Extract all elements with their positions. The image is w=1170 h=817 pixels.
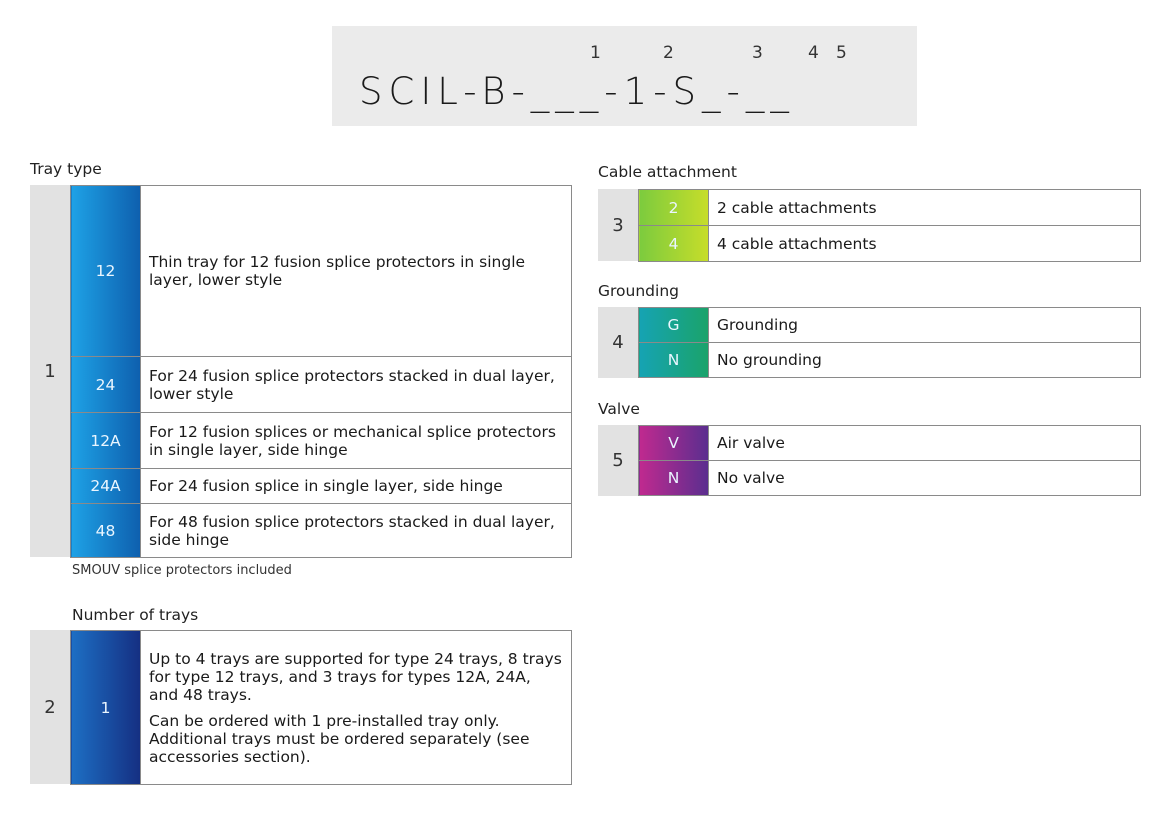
grounding-code-cell: G: [639, 308, 709, 343]
valve-code-cell: N: [639, 461, 709, 496]
part-number-box: [332, 26, 917, 126]
table-row: [71, 186, 572, 357]
grounding-table: [638, 307, 1141, 378]
tray-desc-cell: Thin tray for 12 fusion splice protectors in single layer, lower style: [141, 186, 572, 357]
valve-title: Valve: [598, 400, 640, 418]
table-row: [639, 343, 1141, 378]
valve-desc-cell: No valve: [709, 461, 1141, 496]
grounding-code-cell: N: [639, 343, 709, 378]
part-digit-5: 5: [836, 43, 848, 63]
table-row: [639, 308, 1141, 343]
cable-desc-cell: 4 cable attachments: [709, 226, 1141, 262]
part-number-text: SCIL-B-___-1-S_-__: [359, 70, 795, 113]
trays-desc-paragraph-1: Up to 4 trays are supported for type 24 trays, 8 trays for type 12 trays, and 3 trays for types 12A, 24A, and 48 trays.: [149, 649, 562, 704]
tray-type-title: Tray type: [30, 160, 102, 178]
part-digit-3: 3: [752, 43, 764, 63]
cable-attachment-table: [638, 189, 1141, 262]
tray-code-cell: 12A: [71, 413, 141, 469]
tray-type-index: 1: [30, 185, 70, 557]
cable-desc-cell: 2 cable attachments: [709, 190, 1141, 226]
valve-desc-cell: Air valve: [709, 426, 1141, 461]
tray-desc-cell: For 12 fusion splices or mechanical splice protectors in single layer, side hinge: [141, 413, 572, 469]
table-row: [639, 461, 1141, 496]
table-row: [71, 631, 572, 785]
trays-code-cell: 1: [71, 631, 141, 785]
table-row: [639, 426, 1141, 461]
tray-code-cell: 24: [71, 357, 141, 413]
valve-code-cell: V: [639, 426, 709, 461]
tray-code-cell: 12: [71, 186, 141, 357]
valve-table: [638, 425, 1141, 496]
number-of-trays-title: Number of trays: [72, 606, 199, 624]
table-row: [71, 413, 572, 469]
grounding-desc-cell: Grounding: [709, 308, 1141, 343]
grounding-desc-cell: No grounding: [709, 343, 1141, 378]
cable-attachment-title: Cable attachment: [598, 163, 737, 181]
trays-desc-cell: [141, 631, 572, 785]
table-row: [71, 469, 572, 504]
trays-desc-paragraph-2: Can be ordered with 1 pre-installed tray only. Additional trays must be ordered separately (see accessories section).: [149, 711, 530, 766]
table-row: [639, 226, 1141, 262]
cable-code-cell: 4: [639, 226, 709, 262]
tray-desc-cell: For 48 fusion splice protectors stacked in dual layer, side hinge: [141, 504, 572, 558]
tray-desc-cell: For 24 fusion splice protectors stacked in dual layer, lower style: [141, 357, 572, 413]
cable-attachment-index: 3: [598, 189, 638, 261]
grounding-title: Grounding: [598, 282, 679, 300]
tray-desc-cell: For 24 fusion splice in single layer, side hinge: [141, 469, 572, 504]
splice-protector-note: SMOUV splice protectors included: [72, 563, 292, 578]
table-row: [71, 357, 572, 413]
number-of-trays-table: [70, 630, 572, 785]
tray-code-cell: 48: [71, 504, 141, 558]
tray-type-table: [70, 185, 572, 558]
number-of-trays-index: 2: [30, 630, 70, 784]
part-digit-1: 1: [590, 43, 602, 63]
valve-index: 5: [598, 425, 638, 496]
table-row: [71, 504, 572, 558]
table-row: [639, 190, 1141, 226]
cable-code-cell: 2: [639, 190, 709, 226]
tray-code-cell: 24A: [71, 469, 141, 504]
part-digit-2: 2: [663, 43, 675, 63]
part-digit-4: 4: [808, 43, 820, 63]
grounding-index: 4: [598, 307, 638, 378]
